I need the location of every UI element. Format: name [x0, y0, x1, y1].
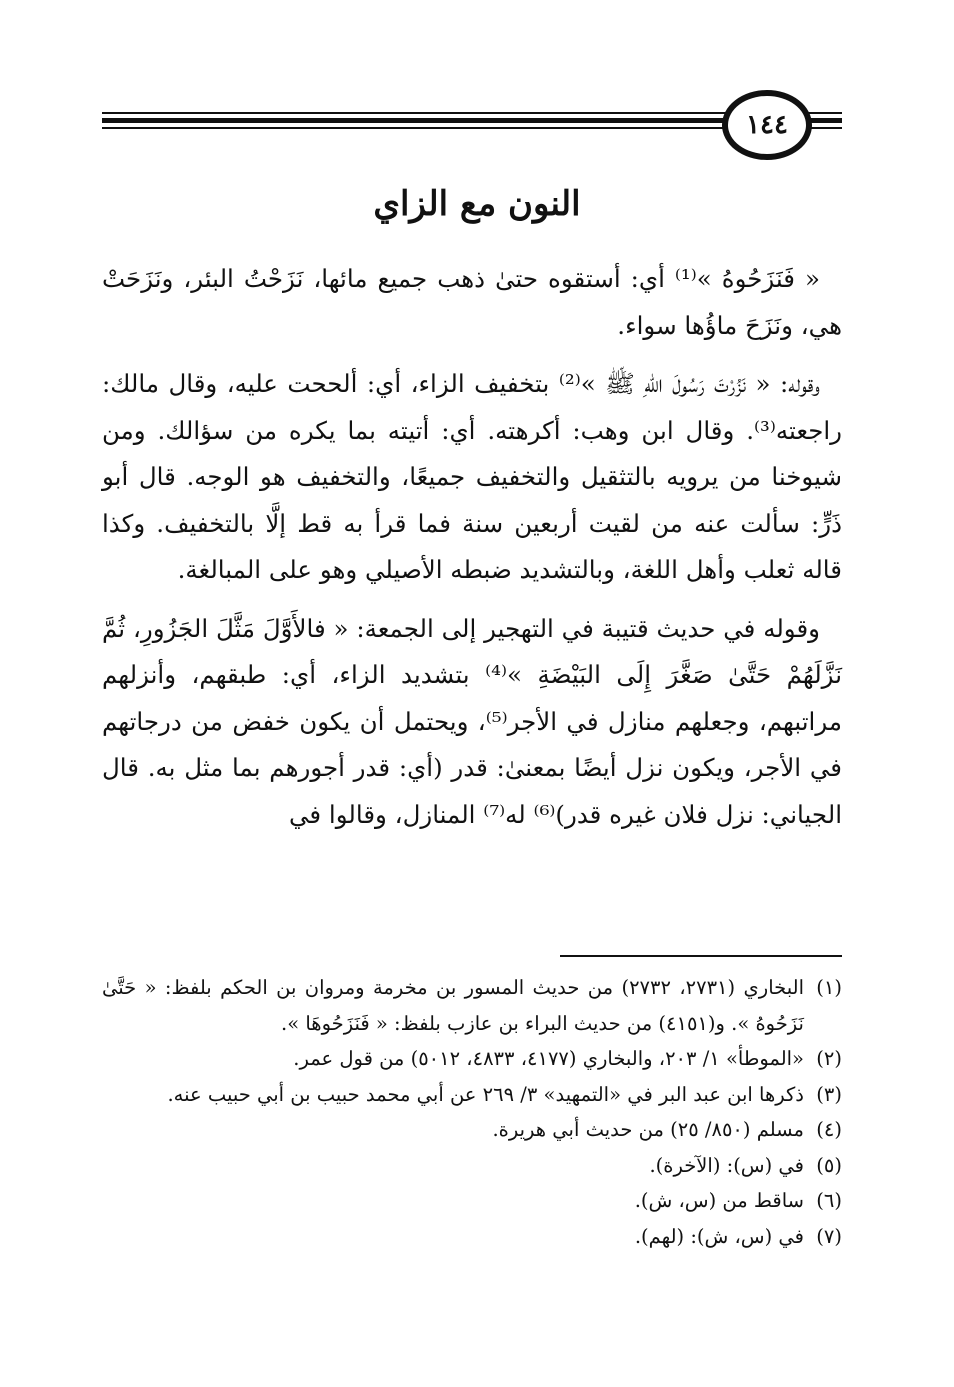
footnote-text: ذكرها ابن عبد البر في «التمهيد» ٣/ ٢٦٩ عن أبي محمد حبيب بن أبي حبيب عنه. — [167, 1082, 804, 1106]
footnote — [102, 1219, 842, 1255]
paragraph: وقوله: « نَزُرْتَ رَسُولَ اللهِ ﷺ »⁽²⁾ بتخفيف الزاء، أي: ألححت عليه، وقال مالك: راجعته⁽³⁾. وقال ابن وهب: أكرهته. أي: أتيته بما يكره من سؤالك. ومن شيوخنا من يرويه بالتثقيل والتخفيف جميعًا، والتخفيف هو الوجه. قال أبو ذَرٍّ: سألت عنه من لقيت أربعين سنة فما قرأ به قط إلَّا بالتخفيف. وكذا قاله ثعلب وأهل اللغة، وبالتشديد ضبطه الأصيلي وهو على المبالغة. — [102, 369, 842, 584]
section-title: النون مع الزاي — [373, 184, 581, 224]
paragraph: « فَنَزَحُوهُ »⁽¹⁾ أي: أستقوه حتىٰ ذهب جميع مائها، نَزَحْتُ البئر، ونَزَحَتْ هي، ونَزَحَ ماؤُها سواء. — [102, 264, 842, 340]
footnote-divider — [560, 955, 842, 957]
footnote-text: البخاري (٢٧٣١، ٢٧٣٢) من حديث المسور بن مخرمة ومروان بن الحكم بلفظ: « حَتَّىٰ نَزَحُوهُ ». و(٤١٥١) من حديث البراء بن عازب بلفظ: « فَنَزَحُوهَا ». — [102, 976, 804, 1035]
footnotes — [102, 970, 842, 1254]
paragraph: وقوله في حديث قتيبة في التهجير إلى الجمعة: « فالأَوَّلَ مَثَّلَ الجَزُورِ، ثُمَّ نَزَّلَهُمْ حَتَّىٰ صَغَّرَ إِلَى البَيْضَةِ »⁽⁴⁾ بتشديد الزاء، أي: طبقهم، وأنزلهم مراتبهم، وجعلهم منازل في الأجر⁽⁵⁾، ويحتمل أن يكون خفض من درجاتهم في الأجر، ويكون نزل أيضًا بمعنىٰ: قدر (أي: قدر أجورهم بما مثل به. قال الجياني: نزل فلان غيره قدر)⁽⁶⁾ له⁽⁷⁾ المنازل، وقالوا في — [102, 613, 843, 829]
footnote — [102, 1183, 842, 1219]
footnote — [102, 1148, 842, 1184]
footnote-text: ساقط من (س، ش). — [634, 1189, 804, 1212]
footnote — [102, 1112, 842, 1148]
footnote-text: مسلم (٨٥٠/ ٢٥) من حديث أبي هريرة. — [492, 1118, 804, 1141]
page-header — [0, 0, 954, 170]
footnote-number: (٥) — [816, 1153, 842, 1177]
footnote — [102, 1077, 842, 1113]
footnote-text: في (س): (الآخرة). — [649, 1153, 804, 1177]
footnote-text: «الموطأ» ١/ ٢٠٣، والبخاري (٤١٧٧، ٤٨٣٣، ٥٠١٢) من قول عمر. — [293, 1047, 804, 1070]
footnote-number: (١) — [816, 976, 842, 999]
footnote-number: (٣) — [816, 1082, 842, 1106]
footnote-number: (٤) — [816, 1118, 842, 1141]
page-number: ١٤٤ — [746, 110, 788, 140]
footnote-number: (٦) — [816, 1189, 842, 1212]
footnote-number: (٧) — [816, 1224, 842, 1248]
page-number-badge — [722, 90, 812, 160]
footnote — [102, 1041, 842, 1077]
main-text — [102, 256, 842, 850]
footnote-text: في (س، ش): (لهم). — [634, 1224, 804, 1248]
footnote — [102, 970, 842, 1041]
footnote-number: (٢) — [816, 1047, 842, 1070]
